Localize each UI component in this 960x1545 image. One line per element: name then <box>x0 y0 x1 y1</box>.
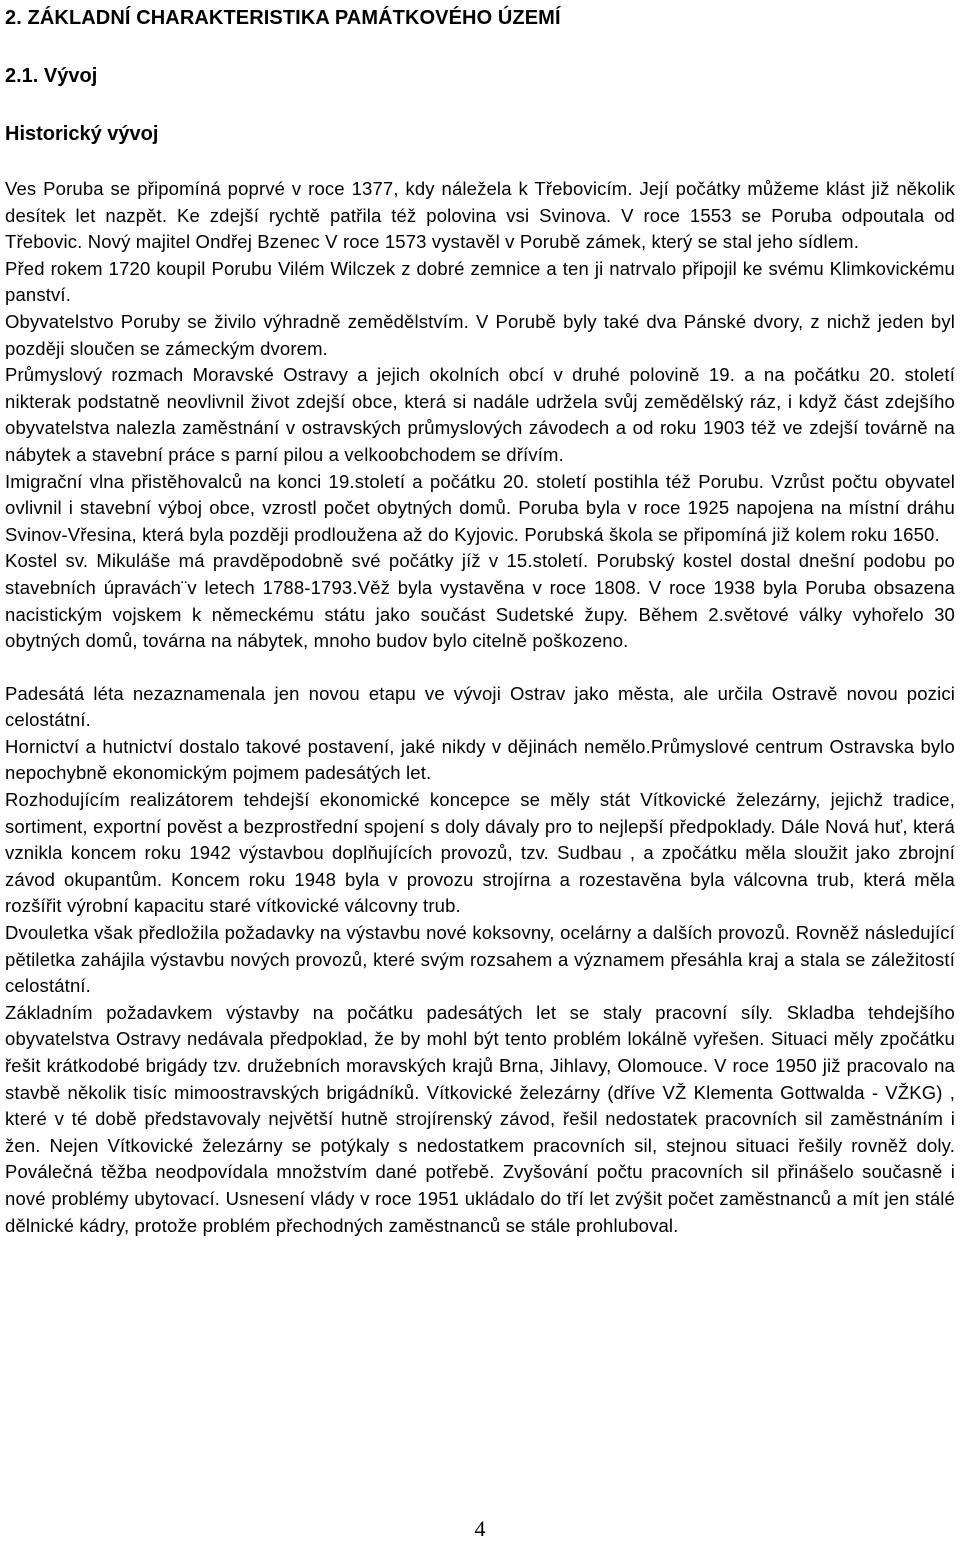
paragraph: Imigrační vlna přistěhovalců na konci 19.století a počátku 20. století postihla též Porubu. Vzrůst počtu obyvatel ovlivnil i stavební výboj obce, vzrostl počet obytných domů. Poruba byla v roce 1925 napojena na místní dráhu Svinov-Vřesina, která byla později prodloužena až do Kyjovic. Porubská škola se připomíná již kolem roku 1650. <box>5 470 955 545</box>
paragraph: Před rokem 1720 koupil Porubu Vilém Wilczek z dobré zemnice a ten ji natrvalo připojil ke svému Klimkovickému panství. <box>5 257 955 306</box>
chapter-heading: 2. ZÁKLADNÍ CHARAKTERISTIKA PAMÁTKOVÉHO ÚZEMÍ <box>5 7 561 29</box>
subchapter-heading: 2.1. Vývoj <box>5 65 98 87</box>
paragraph: Kostel sv. Mikuláše má pravděpodobně své počátky jíž v 15.století. Porubský kostel dostal dnešní podobu po stavebních úpravách¨v letech 1788-1793.Věž byla vystavěna v roce 1808. V roce 1938 byla Poruba obsazena nacistickým vojskem k německému státu jako součást Sudetské župy. Během 2.světové války vyhořelo 30 obytných domů, továrna na nábytek, mnoho budov bylo citelně poškozeno. <box>5 550 955 652</box>
document-page <box>5 0 955 1239</box>
section-title: Historický vývoj <box>5 123 159 145</box>
paragraph: Obyvatelstvo Poruby se živilo výhradně zemědělstvím. V Porubě byly také dva Pánské dvory, z nichž jeden byl později sloučen se zámeckým dvorem. <box>5 310 955 359</box>
paragraph: Padesátá léta nezaznamenala jen novou etapu ve vývoji Ostrav jako města, ale určila Ostravě novou pozici celostátní. <box>5 682 955 731</box>
paragraph: Hornictví a hutnictví dostalo takové postavení, jaké nikdy v dějinách nemělo.Průmyslové centrum Ostravska bylo nepochybně ekonomickým pojmem padesátých let. <box>5 735 955 784</box>
paragraph: Ves Poruba se připomíná poprvé v roce 1377, kdy náležela k Třebovicím. Její počátky můžeme klást již několik desítek let nazpět. Ke zdejší rychtě patřila též polovina vsi Svinova. V roce 1553 se Poruba odpoutala od Třebovic. Nový majitel Ondřej Bzenec V roce 1573 vystavěl v Porubě zámek, který se stal jeho sídlem. <box>5 178 955 253</box>
paragraph: Základním požadavkem výstavby na počátku padesátých let se staly pracovní síly. Skladba tehdejšího obyvatelstva Ostravy nedávala předpoklad, že by mohl být tento problém lokálně vyřešen. Situaci měly zpočátku řešit krátkodobé brigády tzv. družebních moravských krajů Brna, Jihlavy, Olomouce. V roce 1950 již pracovalo na stavbě několik tisíc mimoostravských brigádníků. Vítkovické železárny (dříve VŽ Klementa Gottwalda - VŽKG) , které v té době představovaly největší hutně strojírenský závod, řešil nedostatek pracovních sil zaměstnáním i žen. Nejen Vítkovické železárny se potýkaly s nedostatkem pracovních sil, stejnou situaci řešily rovněž doly. Poválečná těžba neodpovídala množstvím dané potřebě. Zvyšování počtu pracovních sil přinášelo současně i nové problémy ubytovací. Usnesení vlády v roce 1951 ukládalo do tří let zvýšit počet zaměstnanců a mít jen stálé dělnické kádry, protože problém přechodných zaměstnanců se stále prohluboval. <box>5 1001 955 1236</box>
paragraph: Rozhodujícím realizátorem tehdejší ekonomické koncepce se měly stát Vítkovické železárny, jejichž tradice, sortiment, exportní pověst a bezprostřední spojení s doly dávaly pro to nejlepší předpoklady. Dále Nová huť, která vznikla koncem roku 1942 výstavbou doplňujících provozů, tzv. Sudbau , a zpočátku měla sloužit jako zbrojní závod okupantům. Koncem roku 1948 byla v provozu strojírna a rozestavěna byla válcovna trub, která měla rozšířit výrobní kapacitu staré vítkovické válcovny trub. <box>5 789 955 917</box>
paragraph: Průmyslový rozmach Moravské Ostravy a jejich okolních obcí v druhé polovině 19. a na počátku 20. století nikterak podstatně neovlivnil život zdejší obce, která si nadále udržela svůj zemědělský ráz, i když část zdejšího obyvatelstva nalezla zaměstnání v ostravských průmyslových závodech a od roku 1903 též ve zdejší továrně na nábytek a stavební práce s parní pilou a velkoobchodem se dřívím. <box>5 364 955 465</box>
page-number: 4 <box>474 1516 486 1541</box>
history-text <box>5 176 955 1239</box>
paragraph: Dvouletka však předložila požadavky na výstavbu nové koksovny, ocelárny a dalších provozů. Rovněž následující pětiletka zahájila výstavbu nových provozů, které svým rozsahem a významem přesáhla kraj a stala se záležitostí celostátní. <box>5 922 955 997</box>
paragraph-gap <box>5 655 955 681</box>
